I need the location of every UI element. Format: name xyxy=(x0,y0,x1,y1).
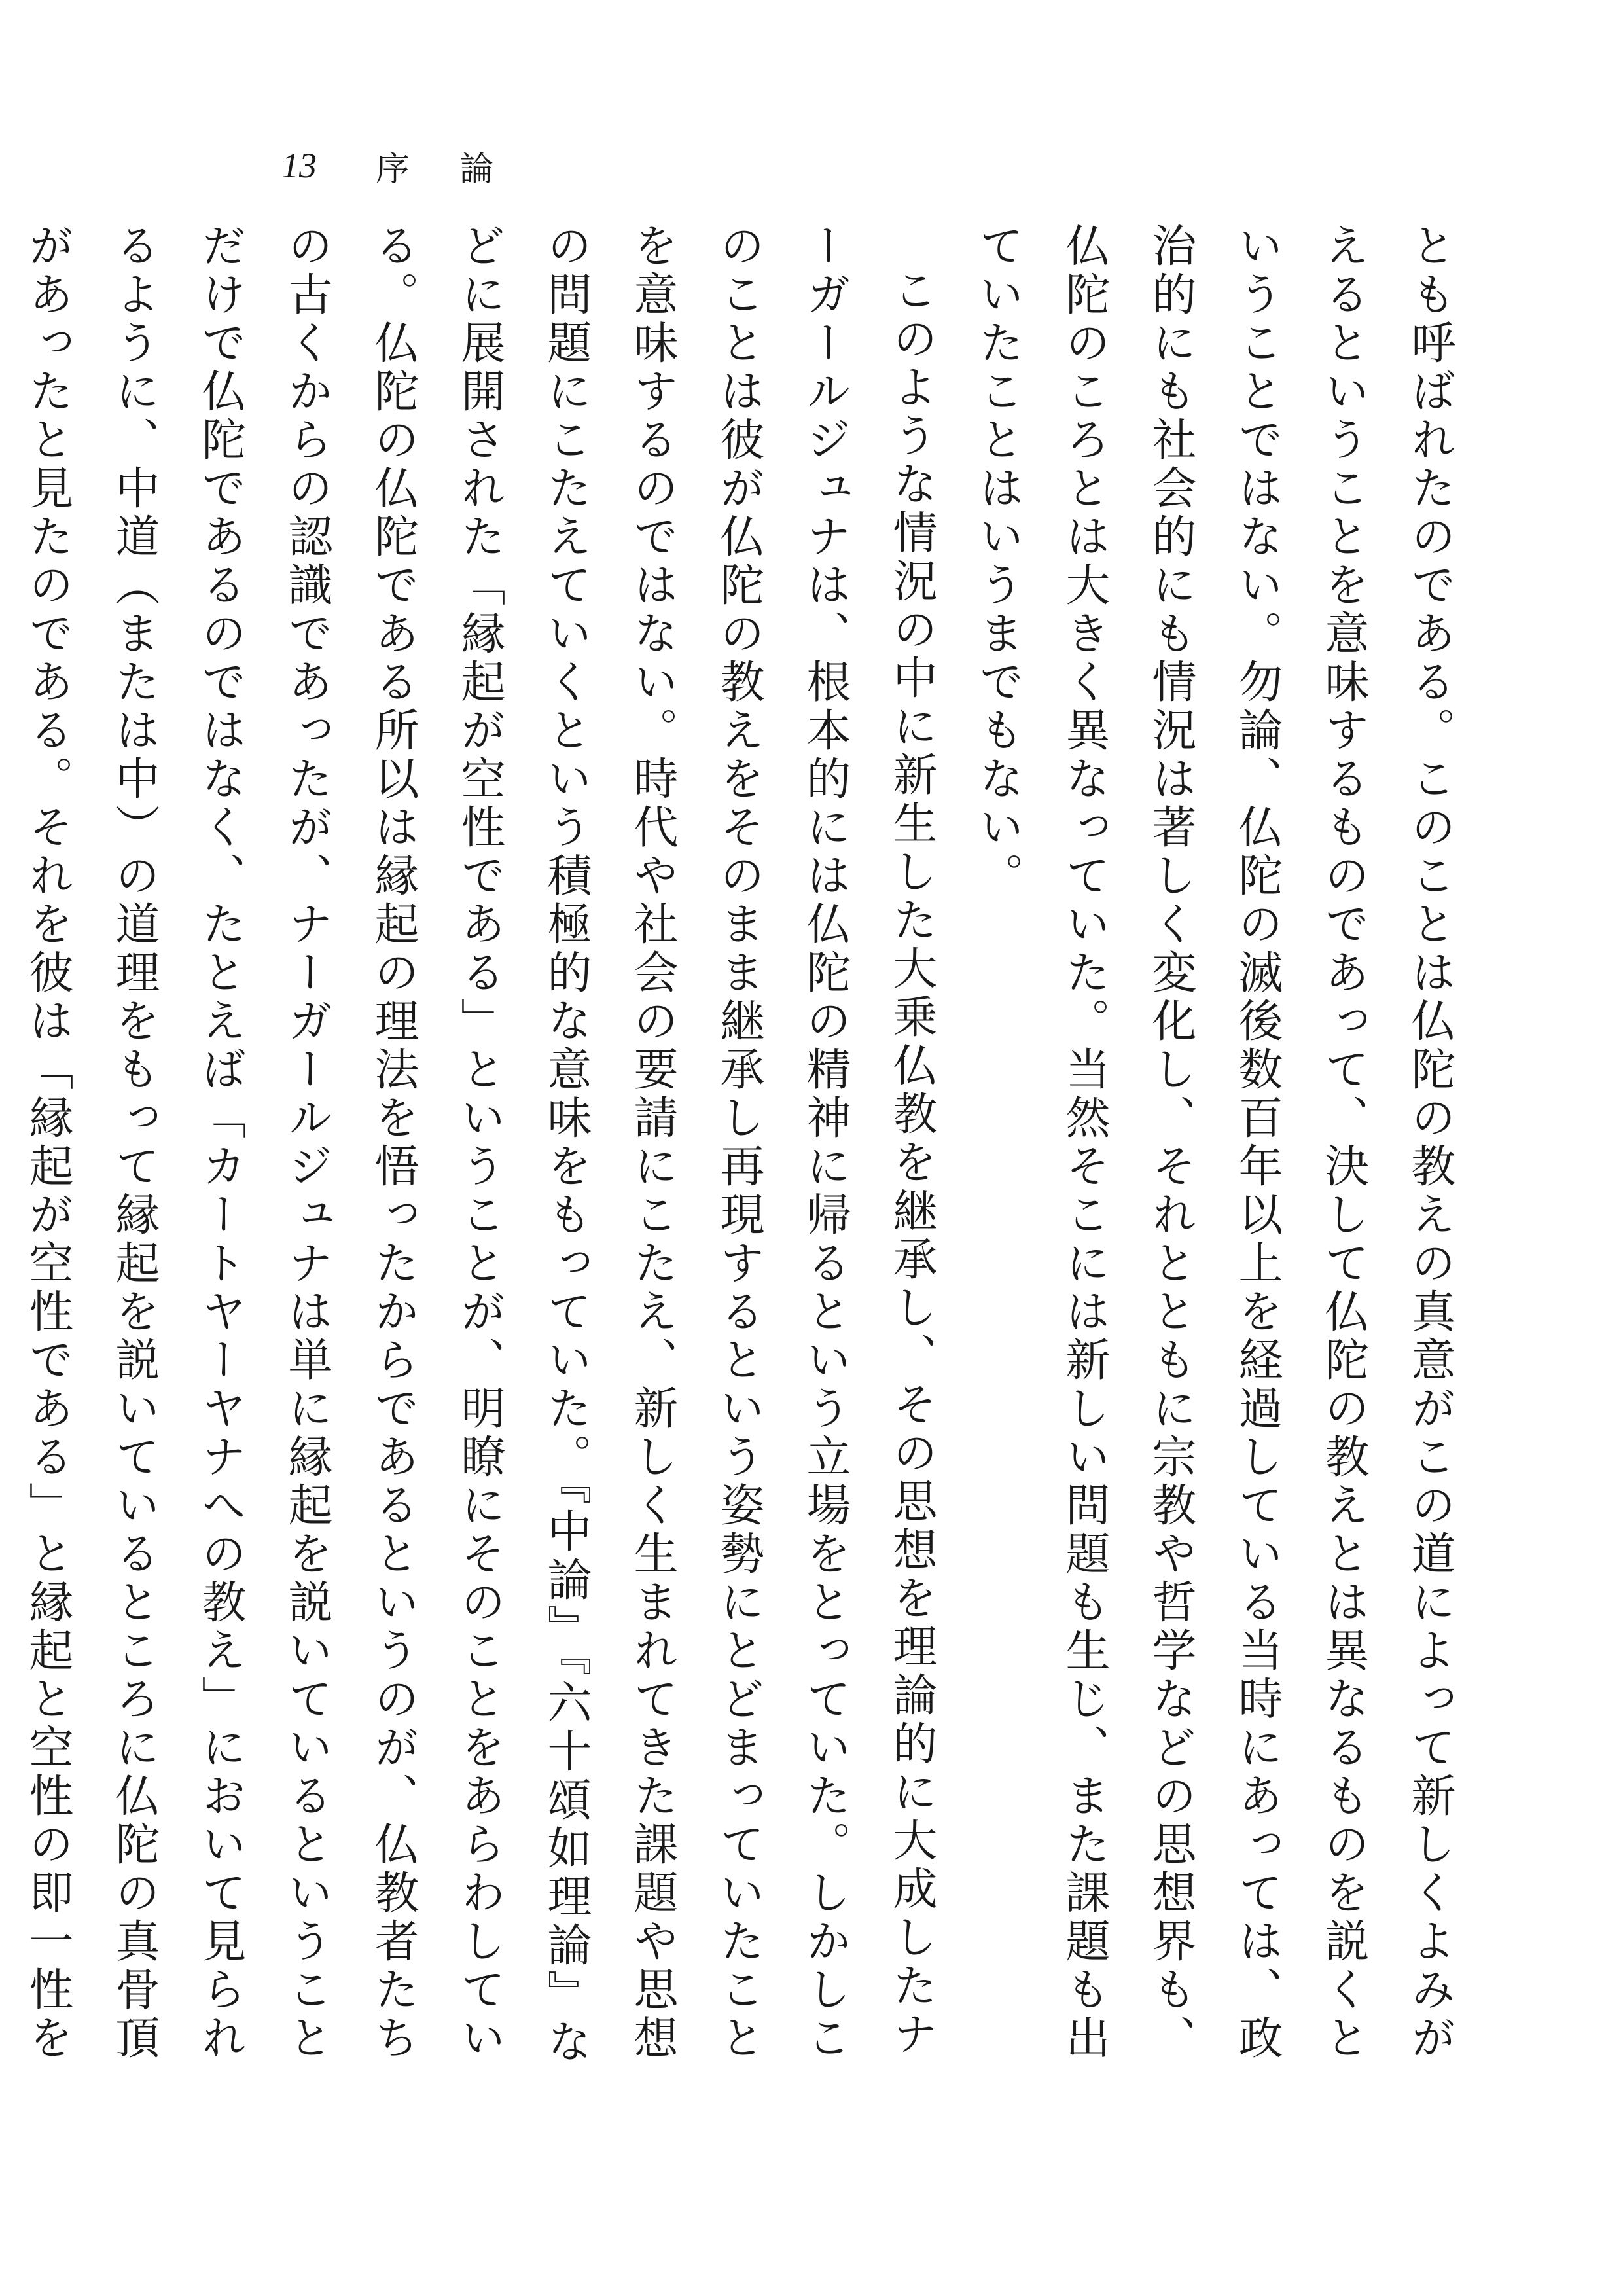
page-number: 13 xyxy=(281,146,317,185)
paragraph-1 xyxy=(954,223,1472,2075)
paragraph-1-text: とも呼ばれたのである。このことは仏陀の教えの真意がこの道によって新しくよみがえるということを意味するものであって、決して仏陀の教えとは異なるものを説くということではない。勿論、仏陀の滅後数百年以上を経過している当時にあっては、政治的にも社会的にも情況は著しく変化し、それとともに宗教や哲学などの思想界も、仏陀のころとは大きく異なっていた。当然そこには新しい問題も生じ、また課題も出ていたことはいうまでもない。 xyxy=(972,223,1455,2063)
paragraph-2 xyxy=(0,223,954,2075)
page-header xyxy=(281,143,543,188)
body-text xyxy=(22,223,1472,2075)
paragraph-2-text: このような情況の中に新生した大乗仏教を継承し、その思想を理論的に大成したナーガールジュナは、根本的には仏陀の精神に帰るという立場をとっていた。しかしこのことは彼が仏陀の教えをそのまま継承し再現するという姿勢にとどまっていたことを意味するのではない。時代や社会の要請にこたえ、新しく生まれてきた課題や思想の問題にこたえていくという積極的な意味をもっていた。『中論』『六十頌如理論』などに展開された「縁起が空性である」ということが、明瞭にそのことをあらわしている。仏陀の仏陀である所以は縁起の理法を悟ったからであるというのが、仏教者たちの古くからの認識であったが、ナーガールジュナは単に縁起を説いているということだけで仏陀であるのではなく、たとえば「カートヤーヤナへの教え」において見られるように、中道（または中）の道理をもって縁起を説いているところに仏陀の真骨頂があったと見たのである。それを彼は「縁起が空性である」と縁起と空性の即一性を xyxy=(22,223,937,2067)
running-head: 序論 xyxy=(376,149,544,189)
